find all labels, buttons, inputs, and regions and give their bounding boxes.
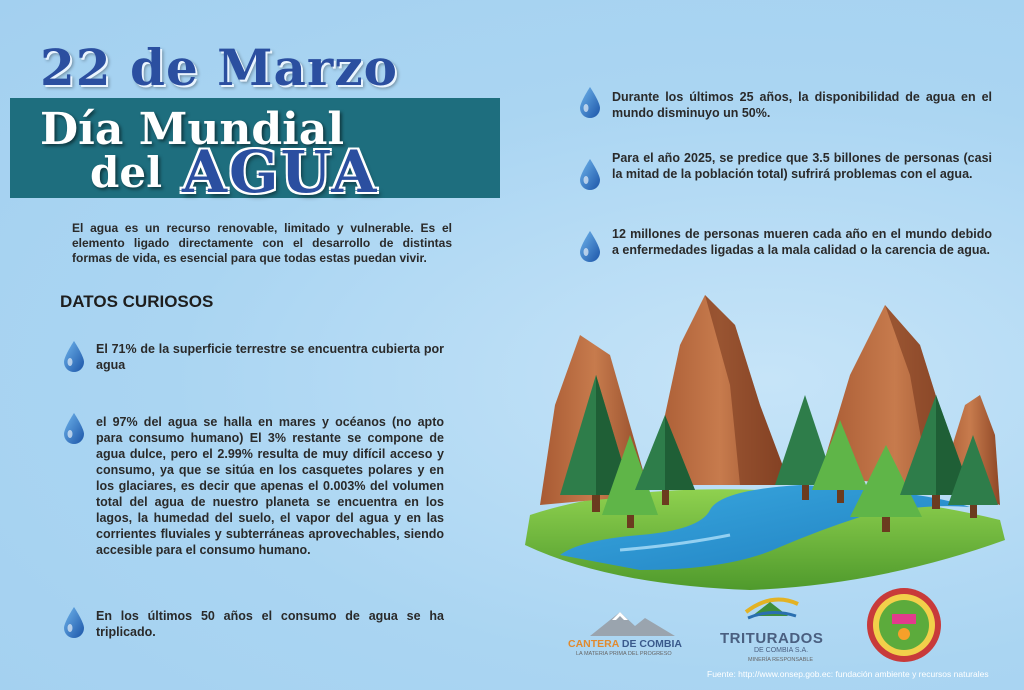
mountain-river-illustration bbox=[500, 285, 1020, 595]
triturados-name: TRITURADOS bbox=[720, 630, 824, 647]
triturados-sub: DE COMBIA S.A. bbox=[754, 647, 809, 654]
triturados-logo-icon bbox=[742, 590, 802, 620]
fact-right-1: Durante los últimos 25 años, la disponibilidad de agua en el mundo disminuyo un 50%. bbox=[612, 90, 992, 120]
circular-seal-logo-icon bbox=[862, 586, 946, 664]
section-title: DATOS CURIOSOS bbox=[60, 292, 214, 311]
cantera-name-a: CANTERA bbox=[568, 638, 619, 650]
water-drop-icon bbox=[578, 86, 602, 120]
cantera-logo bbox=[568, 638, 682, 650]
fact-right-3: 12 millones de personas mueren cada año en el mundo debido a enfermedades ligadas a la mala calidad o la carencia de agua. bbox=[612, 227, 992, 257]
cantera-mountain-logo-icon bbox=[580, 608, 690, 638]
source-credit: Fuente: http://www.onsep.gob.ec: fundación ambiente y recursos naturales bbox=[707, 669, 989, 679]
water-drop-icon bbox=[62, 606, 86, 640]
water-drop-icon bbox=[62, 340, 86, 374]
title-line1: Día Mundial bbox=[40, 104, 345, 155]
water-drop-icon bbox=[578, 158, 602, 192]
cantera-slogan: LA MATERIA PRIMA DEL PROGRESO bbox=[576, 651, 672, 657]
water-drop-icon bbox=[62, 412, 86, 446]
title-line2-prefix: del bbox=[90, 148, 163, 197]
water-drop-icon bbox=[578, 230, 602, 264]
cantera-name-b: DE COMBIA bbox=[621, 638, 682, 650]
triturados-tag: MINERÍA RESPONSABLE bbox=[748, 657, 814, 663]
fact-left-3: En los últimos 50 años el consumo de agua se ha triplicado. bbox=[96, 609, 444, 639]
fact-left-1: El 71% de la superficie terrestre se encuentra cubierta por agua bbox=[96, 342, 444, 372]
title-agua: AGUA bbox=[182, 138, 379, 206]
fact-right-2: Para el año 2025, se predice que 3.5 billones de personas (casi la mitad de la población total) sufrirá problemas con el agua. bbox=[612, 151, 992, 181]
date-title: 22 de Marzo bbox=[40, 38, 398, 97]
fact-left-2: el 97% del agua se halla en mares y océanos (no apto para consumo humano) El 3% restante se compone de agua dulce, pero el 2.99% resulta de muy difícil acceso y consumo, ya que se sitúa en los casquetes polares y en los glaciares, es decir que apenas el 0.003% del volumen total del agua de nuestro planeta se encuentra en los lagos, la humedad del suelo, el vapor del agua y en las corrientes fluviales y subterráneas aprovechables, siendo accesible para el consumo humano. bbox=[96, 415, 444, 557]
intro-paragraph: El agua es un recurso renovable, limitado y vulnerable. Es el elemento ligado directamente con el desarrollo de distintas formas de vida, es esencial para que todas estas puedan vivir. bbox=[72, 221, 452, 265]
